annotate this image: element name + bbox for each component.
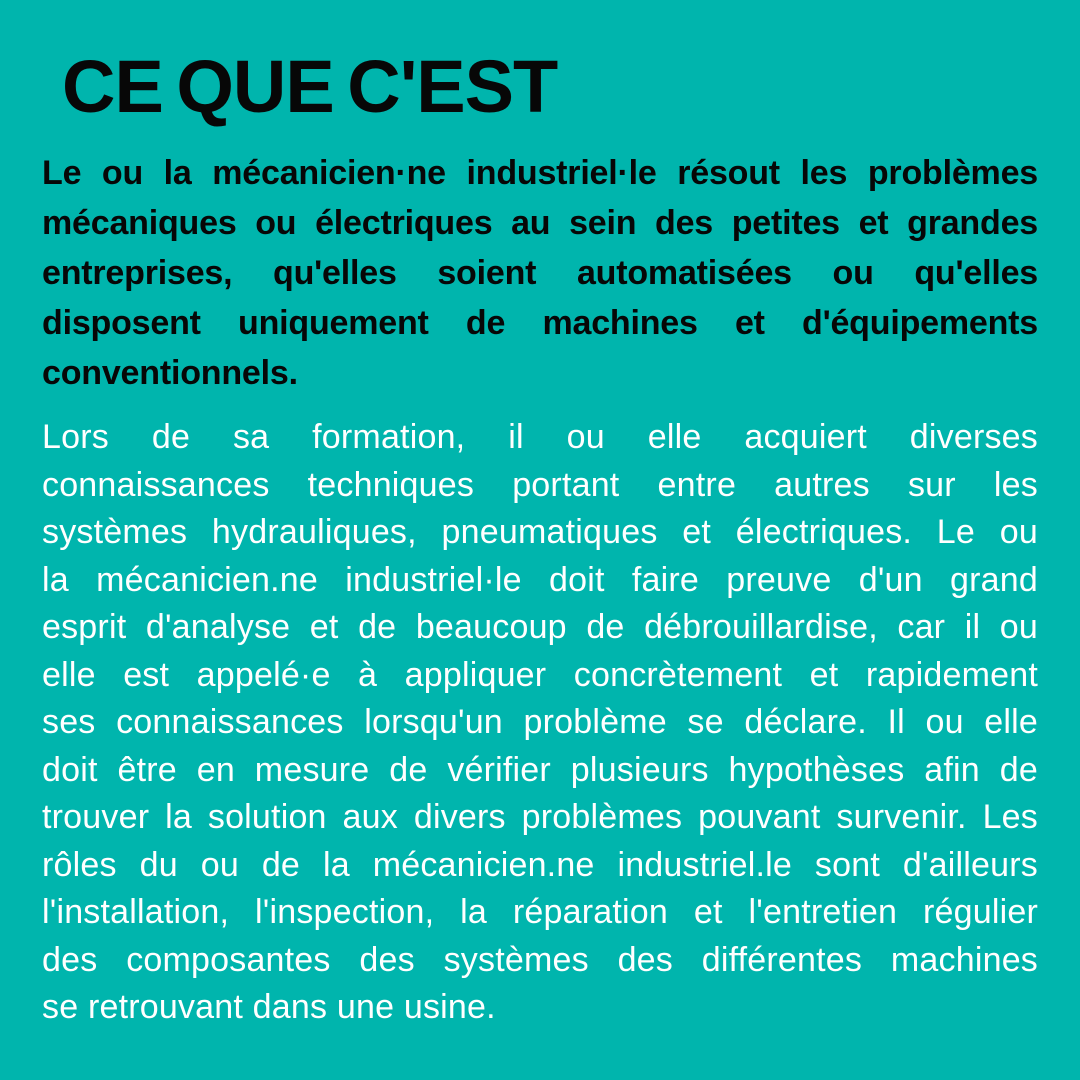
page-title: CE QUE C'EST bbox=[62, 45, 558, 128]
text-line: se retrouvant dans une usine. bbox=[42, 988, 496, 1026]
text-line: connaissances techniques portant entre autres sur les bbox=[42, 465, 1038, 504]
text-line: systèmes hydrauliques, pneumatiques et électriques. Le ou bbox=[42, 513, 1038, 551]
text-line: disposent uniquement de machines et d'équipements bbox=[42, 304, 1038, 342]
text-line: conventionnels. bbox=[42, 354, 298, 392]
text-line: elle est appelé·e à appliquer concrètement et rapidement bbox=[42, 655, 1038, 694]
text-line: doit être en mesure de vérifier plusieurs hypothèses afin de bbox=[42, 750, 1038, 789]
text-line: Lors de sa formation, il ou elle acquiert diverses bbox=[42, 418, 1038, 456]
text-line: Le ou la mécanicien·ne industriel·le résout les problèmes bbox=[42, 154, 1038, 192]
description-paragraph bbox=[42, 414, 1038, 1032]
text-line: trouver la solution aux divers problèmes pouvant survenir. Les bbox=[42, 798, 1038, 836]
text-line: la mécanicien.ne industriel·le doit faire preuve d'un grand bbox=[42, 560, 1038, 599]
text-line: rôles du ou de la mécanicien.ne industriel.le sont d'ailleurs bbox=[42, 845, 1038, 884]
text-line: des composantes des systèmes des différentes machines bbox=[42, 940, 1038, 979]
text-line: l'installation, l'inspection, la réparation et l'entretien régulier bbox=[42, 893, 1038, 931]
text-line: esprit d'analyse et de beaucoup de débrouillardise, car il ou bbox=[42, 608, 1038, 646]
text-line: mécaniques ou électriques au sein des petites et grandes bbox=[42, 204, 1038, 242]
intro-paragraph bbox=[42, 148, 1038, 398]
text-line: entreprises, qu'elles soient automatisées ou qu'elles bbox=[42, 254, 1038, 292]
text-line: ses connaissances lorsqu'un problème se déclare. Il ou elle bbox=[42, 703, 1038, 741]
